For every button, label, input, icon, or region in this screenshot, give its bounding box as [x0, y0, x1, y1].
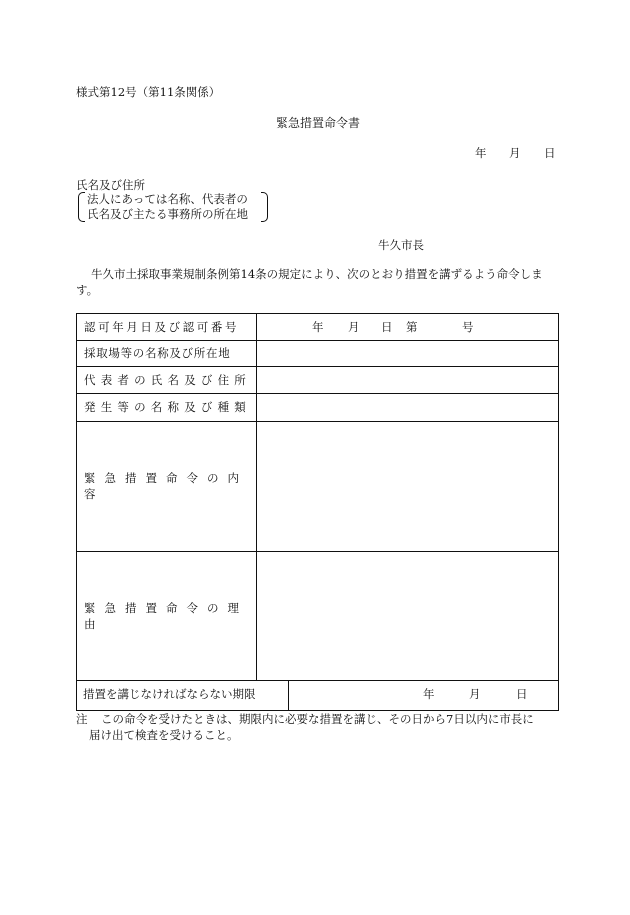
issuer: 牛久市長 — [378, 238, 424, 252]
row-label-site-text: 採取場等の名称及び所在地 — [84, 346, 231, 360]
note-marker: 注 — [76, 712, 88, 726]
recipient-label: 氏名及び住所 — [76, 178, 145, 192]
order-table — [76, 313, 559, 711]
row-label-content — [84, 421, 254, 551]
note-line2: 届け出て検査を受けること。 — [89, 728, 239, 742]
document-title: 緊急措置命令書 — [276, 116, 361, 130]
permit-year: 年 — [312, 320, 324, 334]
body-text-line2: す。 — [76, 283, 99, 297]
deadline-month: 月 — [469, 687, 481, 701]
issue-date-year: 年 — [475, 146, 487, 160]
body-text-line1: 牛久市土採取事業規制条例第14条の規定により、次のとおり措置を講ずるよう命令しま — [91, 267, 543, 281]
deadline-label: 措置を講じなければならない期限 — [83, 687, 256, 701]
permit-day: 日 — [381, 320, 393, 334]
row-label-occurrence-text: 発生等の名称及び種類 — [84, 400, 251, 414]
row-label-reason — [84, 551, 254, 680]
row-label-occurrence — [84, 393, 254, 421]
deadline-day: 日 — [516, 687, 528, 701]
row-label-content-text: 緊急措置命令の内容 — [84, 471, 248, 501]
row-label-site — [84, 340, 254, 366]
row-label-representative — [84, 366, 254, 393]
row-label-permit-text: 認可年月日及び認可番号 — [84, 320, 240, 334]
permit-go: 号 — [462, 320, 474, 334]
row-label-permit — [84, 314, 254, 340]
form-number: 様式第12号（第11条関係） — [76, 85, 221, 99]
recipient-note-line2: 氏名及び主たる事務所の所在地 — [87, 207, 248, 221]
issue-date-day: 日 — [544, 146, 556, 160]
permit-month: 月 — [348, 320, 360, 334]
permit-dai: 第 — [406, 320, 418, 334]
deadline-year: 年 — [423, 687, 435, 701]
note-line1: この命令を受けたときは、期限内に必要な措置を講じ、その日から7日以内に市長に — [101, 712, 534, 726]
recipient-note-line1: 法人にあっては名称、代表者の — [87, 192, 248, 206]
row-label-reason-text: 緊急措置命令の理由 — [84, 600, 248, 631]
row-label-representative-text: 代表者の氏名及び住所 — [84, 372, 251, 387]
issue-date-month: 月 — [509, 146, 521, 160]
